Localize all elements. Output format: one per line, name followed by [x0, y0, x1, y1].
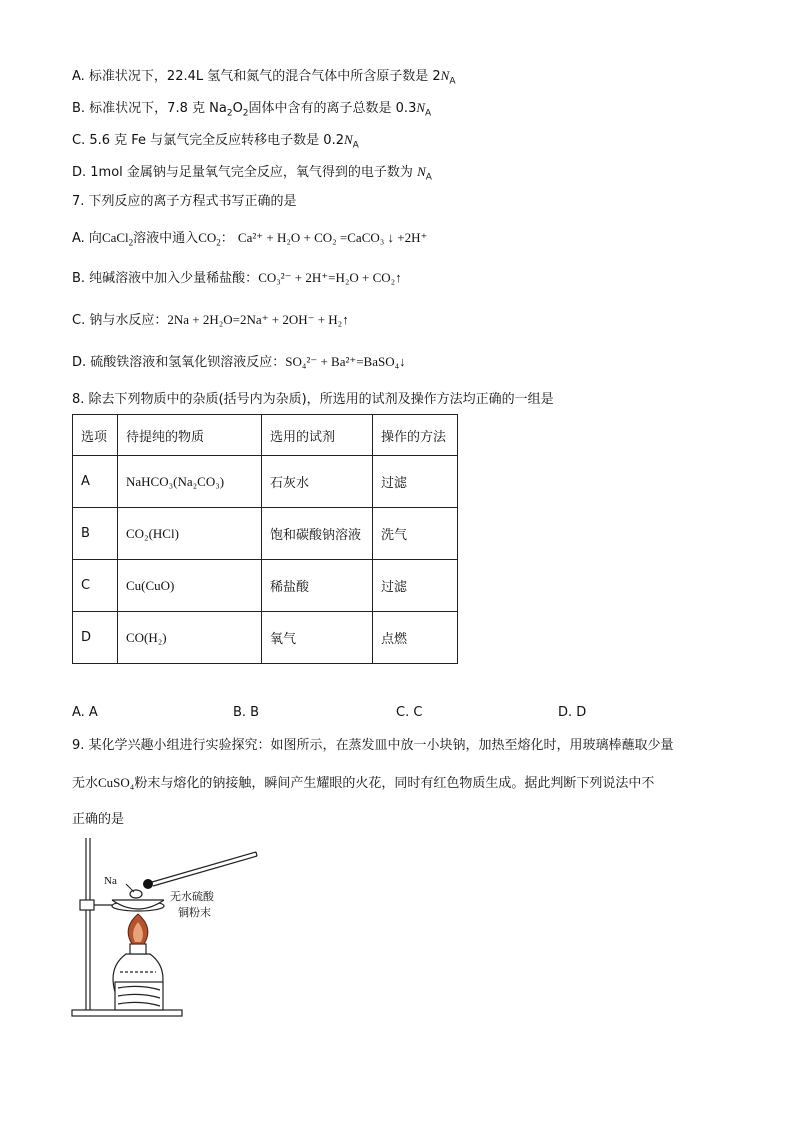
q9-line-1: 9. 某化学兴趣小组进行实验探究：如图所示，在蒸发皿中放一小块钠，加热至熔化时，用玻璃棒蘸取少量: [72, 738, 674, 753]
q8-choice-a[interactable]: A. A: [72, 705, 98, 720]
q7-option-b: B. 纯碱溶液中加入少量稀盐酸：CO₃²⁻ + 2H⁺=H₂O + CO₂↑: [72, 270, 402, 286]
q6-option-a-text: A. 标准状况下，22.4L 氢气和氮气的混合气体中所含原子数是 2: [72, 69, 441, 84]
table-cell-method: 过滤: [373, 456, 458, 508]
table-cell-substance: Cu(CuO): [118, 560, 262, 612]
table-row: [73, 456, 458, 508]
table-cell-substance: CO₂(HCl): [118, 508, 262, 560]
label-na: Na: [104, 875, 117, 887]
q6-option-a: A. 标准状况下，22.4L 氢气和氮气的混合气体中所含原子数是 $2N_A$: [72, 68, 456, 87]
label-powder-1: 无水硫酸: [170, 890, 214, 903]
table-header-row: [73, 415, 458, 456]
q7-option-a-equation: Ca²⁺ + H₂O + CO₂ =CaCO₃ ↓ +2H⁺: [237, 230, 428, 245]
table-cell-substance: NaHCO₃(Na₂CO₃): [118, 456, 262, 508]
q9-line-2: 无水CuSO₄粉末与熔化的钠接触，瞬间产生耀眼的火花，同时有红色物质生成。据此判断下列说法中不: [72, 775, 655, 791]
table-cell-reagent: 稀盐酸: [262, 560, 373, 612]
table-cell-option: A: [73, 456, 118, 508]
q7-option-d-equation: SO₄²⁻ + Ba²⁺=BaSO₄↓: [285, 354, 406, 369]
table-cell-reagent: 饱和碳酸钠溶液: [262, 508, 373, 560]
table-cell-reagent: 氧气: [262, 612, 373, 664]
label-powder-2: 铜粉末: [178, 906, 211, 919]
apparatus-figure: [60, 832, 270, 1027]
q6-option-b: B. 标准状况下，7.8 克 $Na_2O_2$固体中含有的离子总数是 $0.3N_A$: [72, 100, 432, 119]
table-cell-reagent: 石灰水: [262, 456, 373, 508]
table-row: [73, 508, 458, 560]
table-header-cell: 选项: [73, 415, 118, 456]
q6-option-c: C. 5.6 克 Fe 与氯气完全反应转移电子数是 $0.2N_A$: [72, 132, 359, 151]
table-cell-method: 点燃: [373, 612, 458, 664]
q8-choice-b[interactable]: B. B: [233, 705, 260, 720]
q7-option-a: A. 向CaCl$_2$溶液中通入$CO_2$： Ca²⁺ + H₂O + CO₂ =CaCO₃ ↓ +2H⁺: [72, 230, 428, 248]
q6-option-d: D. 1mol 金属钠与足量氧气完全反应，氧气得到的电子数为 $N_A$: [72, 164, 432, 183]
table-header-cell: 待提纯的物质: [118, 415, 262, 456]
q7-option-c-equation: 2Na + 2H₂O=2Na⁺ + 2OH⁻ + H₂↑: [167, 312, 349, 327]
q7-option-d: D. 硫酸铁溶液和氢氧化钡溶液反应：SO₄²⁻ + Ba²⁺=BaSO₄↓: [72, 354, 406, 370]
table-cell-option: C: [73, 560, 118, 612]
q9-line-3: 正确的是: [72, 812, 125, 827]
table-row: [73, 612, 458, 664]
table-header-cell: 操作的方法: [373, 415, 458, 456]
q8-choice-d[interactable]: D. D: [558, 705, 587, 720]
q8-stem: 8. 除去下列物质中的杂质(括号内为杂质)，所选用的试剂及操作方法均正确的一组是: [72, 392, 554, 407]
q8-table: [72, 414, 458, 664]
table-cell-method: 洗气: [373, 508, 458, 560]
table-header-cell: 选用的试剂: [262, 415, 373, 456]
q7-stem: 7. 下列反应的离子方程式书写正确的是: [72, 194, 297, 209]
table-cell-option: D: [73, 612, 118, 664]
table-cell-option: B: [73, 508, 118, 560]
table-cell-method: 过滤: [373, 560, 458, 612]
q7-option-b-equation: CO₃²⁻ + 2H⁺=H₂O + CO₂↑: [258, 270, 402, 285]
q7-option-c: C. 钠与水反应：2Na + 2H₂O=2Na⁺ + 2OH⁻ + H₂↑: [72, 312, 349, 328]
q8-choice-c[interactable]: C. C: [396, 705, 423, 720]
table-row: [73, 560, 458, 612]
table-cell-substance: CO(H₂): [118, 612, 262, 664]
